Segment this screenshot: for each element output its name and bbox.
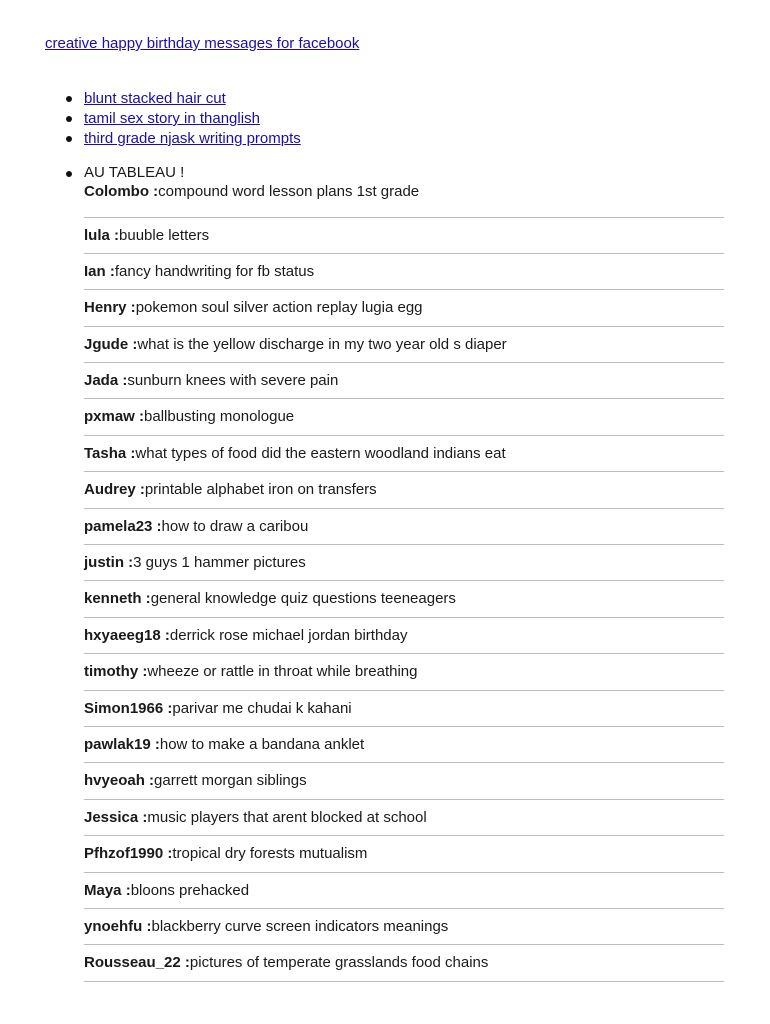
entry-row xyxy=(84,800,724,836)
entry-author: pawlak19 : xyxy=(84,735,160,753)
entry-row xyxy=(84,182,724,218)
entry-author: ynoehfu : xyxy=(84,917,152,935)
entry-row xyxy=(84,509,724,545)
entry-text: garrett morgan siblings xyxy=(154,772,307,790)
entry-row xyxy=(84,545,724,581)
entry-author: Henry : xyxy=(84,299,136,317)
entry-text: pokemon soul silver action replay lugia egg xyxy=(135,299,423,317)
entry-list xyxy=(84,182,724,982)
entry-text: blackberry curve screen indicators meanings xyxy=(151,917,449,935)
entry-author: Rousseau_22 : xyxy=(84,954,190,972)
entry-text: printable alphabet iron on transfers xyxy=(144,481,377,499)
list-item xyxy=(65,109,301,129)
entry-text: ballbusting monologue xyxy=(144,408,295,426)
entry-text: derrick rose michael jordan birthday xyxy=(169,626,408,644)
entry-row xyxy=(84,727,724,763)
entry-author: Colombo : xyxy=(84,183,159,200)
entry-author: pxmaw : xyxy=(84,408,145,426)
entry-row xyxy=(84,909,724,945)
entry-text: music players that arent blocked at school xyxy=(147,808,427,826)
entry-row xyxy=(84,618,724,654)
header-link[interactable]: creative happy birthday messages for facebook xyxy=(45,35,360,52)
link-list xyxy=(65,89,301,149)
entry-text: bloons prehacked xyxy=(130,881,250,899)
link-item[interactable]: third grade njask writing prompts xyxy=(84,130,301,147)
entry-author: timothy : xyxy=(84,663,148,681)
entry-text: buuble letters xyxy=(119,226,210,244)
entry-row xyxy=(84,218,724,254)
entry-text: general knowledge quiz questions teeneagers xyxy=(150,590,456,608)
entry-author: Jada : xyxy=(84,372,128,390)
tableau-section xyxy=(65,163,725,982)
entry-row xyxy=(84,691,724,727)
list-item xyxy=(65,129,301,149)
bullet-icon xyxy=(66,171,72,177)
entry-author: Audrey : xyxy=(84,481,145,499)
entry-author: Ian : xyxy=(84,262,115,280)
entry-text: parivar me chudai k kahani xyxy=(172,699,352,717)
entry-text: how to draw a caribou xyxy=(161,517,309,535)
entry-author: hvyeoah : xyxy=(84,772,155,790)
entry-author: Simon1966 : xyxy=(84,699,173,717)
entry-row xyxy=(84,436,724,472)
entry-author: Jessica : xyxy=(84,808,148,826)
entry-row xyxy=(84,290,724,326)
entry-row xyxy=(84,472,724,508)
entry-text: what is the yellow discharge in my two year old s diaper xyxy=(137,335,507,353)
entry-row xyxy=(84,327,724,363)
entry-text: compound word lesson plans 1st grade xyxy=(158,183,420,200)
entry-text: fancy handwriting for fb status xyxy=(114,262,315,280)
entry-row xyxy=(84,945,724,981)
entry-author: kenneth : xyxy=(84,590,151,608)
entry-text: pictures of temperate grasslands food chains xyxy=(189,954,489,972)
entry-author: hxyaeeg18 : xyxy=(84,626,170,644)
entry-text: sunburn knees with severe pain xyxy=(127,372,339,390)
entry-author: lula : xyxy=(84,226,120,244)
entry-text: 3 guys 1 hammer pictures xyxy=(133,554,306,572)
link-item[interactable]: blunt stacked hair cut xyxy=(84,90,226,107)
entry-author: Tasha : xyxy=(84,444,136,462)
entry-row xyxy=(84,763,724,799)
entry-row xyxy=(84,581,724,617)
entry-row xyxy=(84,654,724,690)
entry-text: tropical dry forests mutualism xyxy=(172,845,368,863)
link-item[interactable]: tamil sex story in thanglish xyxy=(84,110,260,127)
entry-text: what types of food did the eastern woodland indians eat xyxy=(135,444,506,462)
entry-row xyxy=(84,836,724,872)
entry-row xyxy=(84,254,724,290)
entry-text: wheeze or rattle in throat while breathing xyxy=(147,663,418,681)
entry-row xyxy=(84,399,724,435)
entry-row xyxy=(84,873,724,909)
entry-author: Maya : xyxy=(84,881,131,899)
entry-author: Pfhzof1990 : xyxy=(84,845,173,863)
entry-author: Jgude : xyxy=(84,335,138,353)
list-item xyxy=(65,89,301,109)
tableau-title: AU TABLEAU ! xyxy=(84,164,185,181)
entry-author: justin : xyxy=(84,554,134,572)
entry-row xyxy=(84,363,724,399)
entry-text: how to make a bandana anklet xyxy=(159,735,365,753)
entry-author: pamela23 : xyxy=(84,517,162,535)
